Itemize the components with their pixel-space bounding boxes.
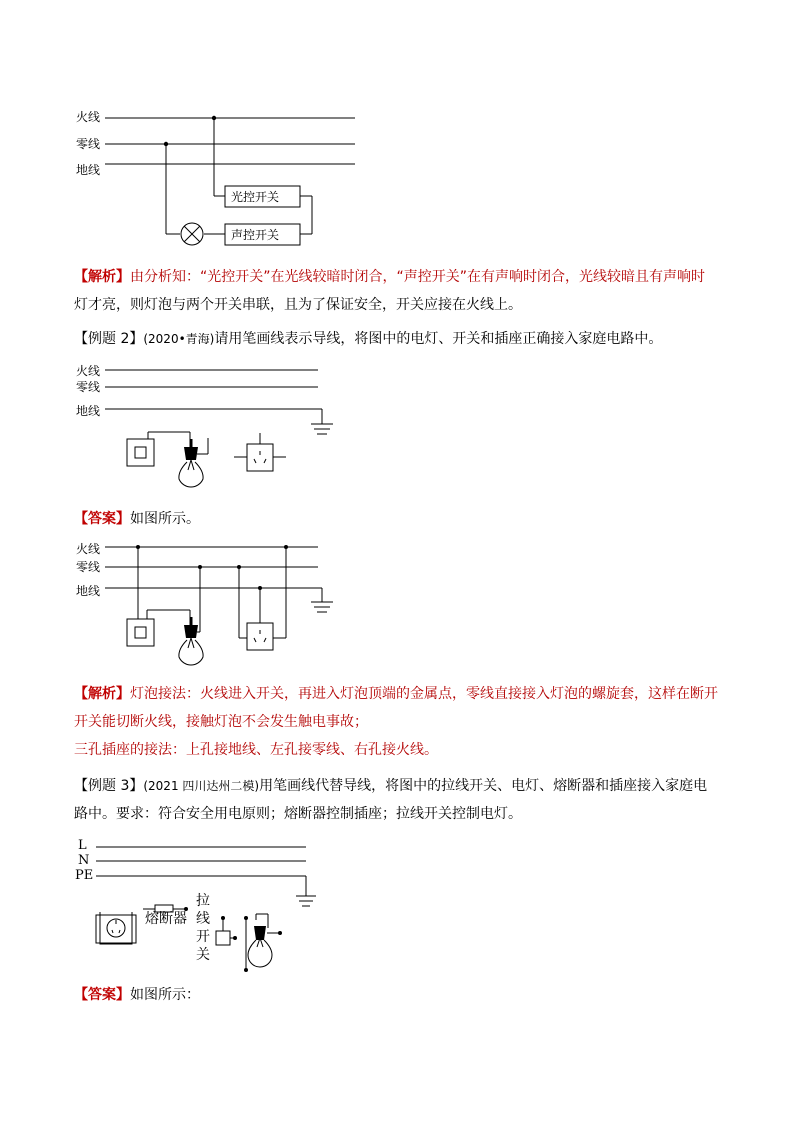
- circuit-diagram-4: [60, 834, 330, 979]
- ground-line-label: 地线: [76, 584, 101, 598]
- sound-control-switch-label: 声控开关: [231, 228, 280, 242]
- circuit-diagram-4-svg: [60, 834, 330, 979]
- ground-line-label: 地线: [76, 163, 101, 177]
- example-3-heading: [74, 772, 734, 828]
- pull-switch-label: [196, 892, 210, 964]
- analysis-1-line-2: 灯才亮，则灯泡与两个开关串联，且为了保证安全，开关应接在火线上。: [74, 297, 522, 313]
- analysis-2-line-1: 灯泡接法：火线进入开关，再进入灯泡顶端的金属点，零线直接接入灯泡的螺旋套，这样在断开: [130, 686, 718, 702]
- circuit-diagram-3: [60, 537, 350, 672]
- answer-2: [74, 505, 734, 533]
- analysis-2-tag: 【解析】: [74, 686, 130, 702]
- light-control-switch-label: 光控开关: [231, 190, 280, 204]
- example-2-tag: 【例题 2】: [74, 331, 144, 347]
- analysis-2-line-2: 开关能切断火线，接触灯泡不会发生触电事故；: [74, 714, 368, 730]
- PE-line-label: PE: [75, 868, 94, 883]
- pull-switch-char-4: 关: [196, 947, 210, 963]
- example-3-text-1: 用笔画线代替导线，将图中的拉线开关、电灯、熔断器和插座接入家庭电: [259, 778, 708, 794]
- pull-switch-char-2: 线: [196, 911, 210, 927]
- circuit-diagram-2-svg: [60, 360, 350, 500]
- fire-line-label: 火线: [76, 110, 101, 124]
- pull-switch-char-3: 开: [196, 929, 210, 945]
- example-2-heading: [74, 325, 734, 353]
- fire-line-label: 火线: [76, 364, 101, 378]
- example-3-source: (2021 四川达州二模): [143, 779, 260, 793]
- answer-3-text: 如图所示：: [130, 987, 200, 1003]
- fire-line-label: 火线: [76, 542, 101, 556]
- example-2-text: 请用笔画线表示导线，将图中的电灯、开关和插座正确接入家庭电路中。: [214, 331, 663, 347]
- example-2-source: (2020•青海): [143, 332, 215, 346]
- ground-line-label: 地线: [76, 404, 101, 418]
- example-3-tag: 【例题 3】: [74, 778, 144, 794]
- analysis-2-line-3: 三孔插座的接法：上孔接地线、左孔接零线、右孔接火线。: [74, 742, 438, 758]
- circuit-diagram-1: [60, 100, 380, 260]
- zero-line-label: 零线: [76, 137, 101, 151]
- analysis-1-line-1: 由分析知：“光控开关”在光线较暗时闭合，“声控开关”在有声响时闭合，光线较暗且有声响时: [130, 269, 706, 285]
- analysis-2: [74, 680, 734, 764]
- circuit-diagram-1-svg: [60, 100, 380, 260]
- answer-2-text: 如图所示。: [130, 511, 200, 527]
- analysis-1-tag: 【解析】: [74, 269, 130, 285]
- pull-switch-char-1: 拉: [196, 893, 210, 909]
- zero-line-label: 零线: [76, 380, 101, 394]
- example-3-text-2: 路中。要求：符合安全用电原则；熔断器控制插座；拉线开关控制电灯。: [74, 806, 522, 822]
- answer-2-tag: 【答案】: [74, 511, 130, 527]
- analysis-1: [74, 263, 734, 319]
- answer-3-tag: 【答案】: [74, 987, 130, 1003]
- fuse-label: 熔断器: [145, 911, 187, 927]
- zero-line-label: 零线: [76, 560, 101, 574]
- answer-3: [74, 981, 734, 1009]
- circuit-diagram-2: [60, 360, 350, 500]
- circuit-diagram-3-svg: [60, 537, 350, 672]
- N-line-label: N: [78, 853, 90, 868]
- L-line-label: L: [78, 838, 87, 853]
